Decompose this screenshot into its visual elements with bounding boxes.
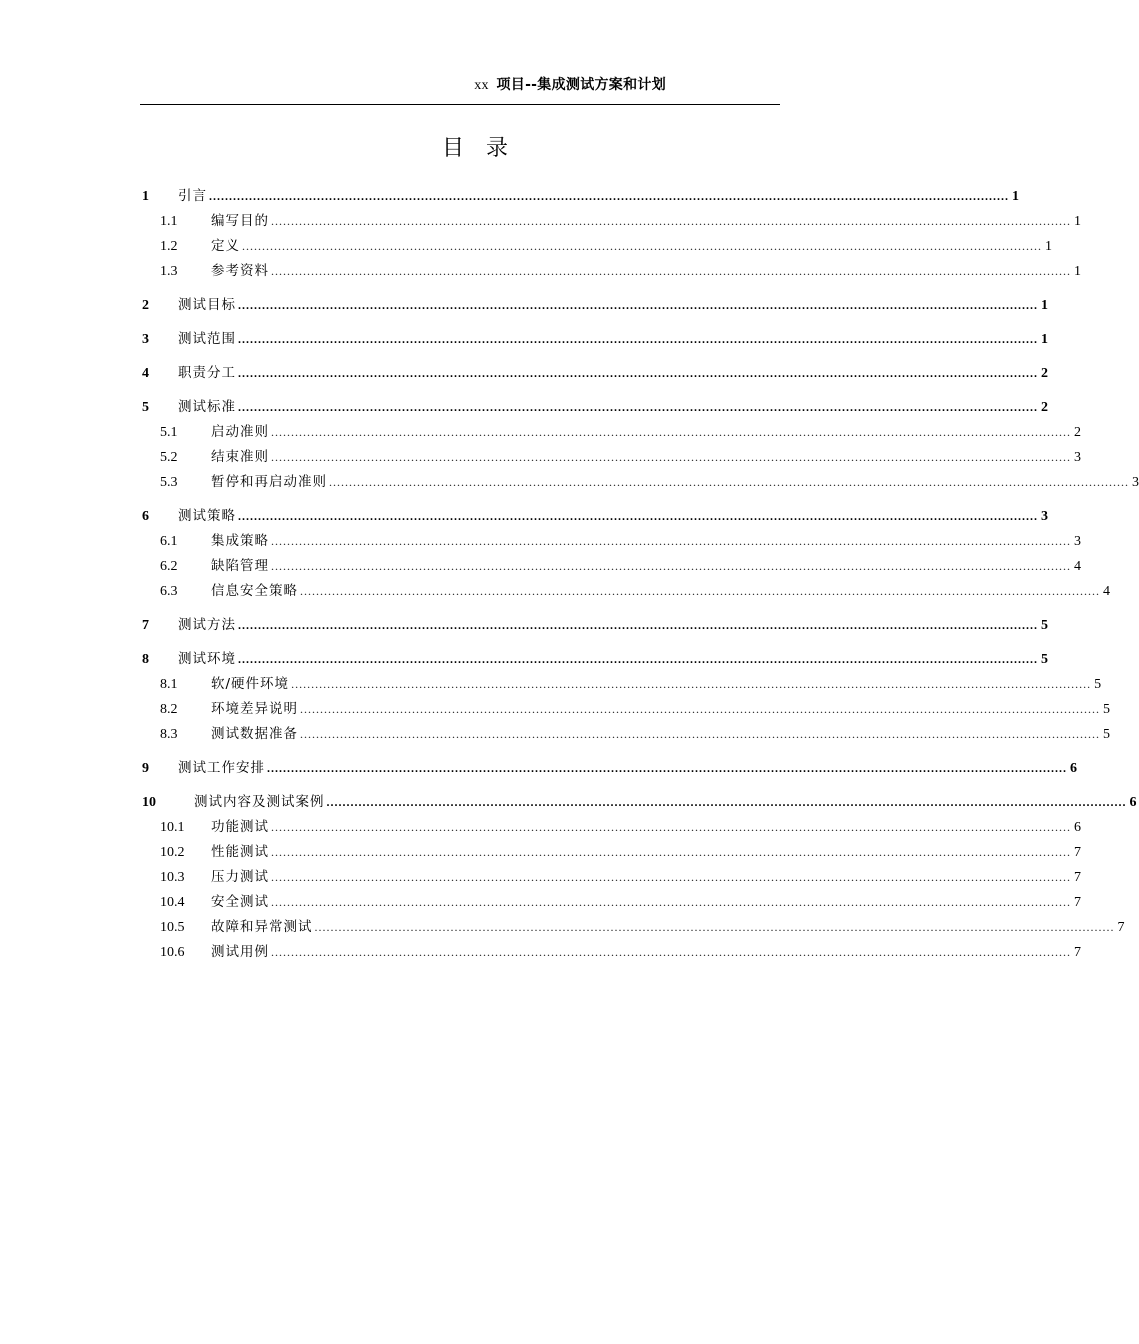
toc-entry-title: 测试范围 <box>178 331 236 347</box>
toc-entry-title: 信息安全策略 <box>211 583 298 599</box>
toc-entry-page: 5 <box>1094 677 1102 692</box>
toc-leader-dots: ........................................................................................................................................................................................................ <box>300 702 1100 716</box>
toc-entry-number: 1 <box>142 189 149 204</box>
toc-entry-section[interactable] <box>142 579 1110 604</box>
toc-entry-section[interactable] <box>142 234 1052 259</box>
toc-entry-title: 故障和异常测试 <box>211 919 313 935</box>
toc-entry-number: 7 <box>142 618 149 633</box>
toc-entry-number: 5 <box>142 400 149 415</box>
toc-leader-dots: ........................................................................................................................................................................................................ <box>271 214 1071 228</box>
toc-entry-page: 4 <box>1103 584 1110 599</box>
toc-entry-title: 测试目标 <box>178 297 236 313</box>
toc-entry-section[interactable] <box>142 865 1081 890</box>
toc-entry-number: 10.3 <box>160 870 185 885</box>
toc-entry-page: 4 <box>1074 559 1081 574</box>
toc-entry-section[interactable] <box>142 672 1102 697</box>
toc-entry-section[interactable] <box>142 940 1081 965</box>
toc-entry-page: 1 <box>1074 264 1081 279</box>
toc-entry-page: 5 <box>1103 702 1110 717</box>
toc-entry-title: 测试数据准备 <box>211 726 298 742</box>
toc-entry-title: 结束准则 <box>211 449 269 465</box>
toc-entry-section[interactable] <box>142 445 1081 470</box>
toc-entry-number: 6.3 <box>160 584 178 599</box>
toc-entry-number: 10.1 <box>160 820 185 835</box>
toc-leader-dots: ........................................................................................................................................................................................................ <box>300 584 1100 598</box>
toc-entry-title: 缺陷管理 <box>211 558 269 574</box>
toc-entry-page: 3 <box>1041 509 1048 524</box>
toc-entry-number: 8.2 <box>160 702 178 717</box>
toc-leader-dots: ........................................................................................................................................................................................................ <box>238 400 1038 414</box>
toc-entry-number: 2 <box>142 298 149 313</box>
toc-entry-number: 1.2 <box>160 239 178 254</box>
toc-entry-number: 10.6 <box>160 945 185 960</box>
toc-entry-title: 启动准则 <box>211 424 269 440</box>
toc-entry-section[interactable] <box>142 915 1125 940</box>
toc-leader-dots: ........................................................................................................................................................................................................ <box>271 450 1071 464</box>
toc-entry-title: 集成策略 <box>211 533 269 549</box>
toc-entry-section[interactable] <box>142 815 1081 840</box>
toc-entry-page: 1 <box>1012 189 1019 204</box>
toc-leader-dots: ........................................................................................................................................................................................................ <box>271 559 1071 573</box>
toc-entry-number: 10.5 <box>160 920 185 935</box>
toc-leader-dots: ........................................................................................................................................................................................................ <box>329 475 1129 489</box>
header-rule <box>140 104 780 105</box>
toc-leader-dots: ........................................................................................................................................................................................................ <box>238 332 1038 346</box>
toc-entry-section[interactable] <box>142 259 1081 284</box>
toc-entry-number: 5.1 <box>160 425 178 440</box>
toc-entry-title: 测试标准 <box>178 399 236 415</box>
toc-entry-page: 1 <box>1041 332 1048 347</box>
toc-entry-section[interactable] <box>142 697 1110 722</box>
toc-entry-section[interactable] <box>142 209 1081 234</box>
toc-entry-page: 6 <box>1070 761 1077 776</box>
toc-leader-dots: ........................................................................................................................................................................................................ <box>271 895 1071 909</box>
toc-leader-dots: ........................................................................................................................................................................................................ <box>271 820 1071 834</box>
toc-entry-title: 测试用例 <box>211 944 269 960</box>
toc-entry-page: 6 <box>1074 820 1081 835</box>
header-project-title: 项目--集成测试方案和计划 <box>496 77 666 93</box>
toc-leader-dots: ........................................................................................................................................................................................................ <box>238 509 1038 523</box>
toc-leader-dots: ........................................................................................................................................................................................................ <box>238 366 1038 380</box>
toc-entry-title: 压力测试 <box>211 869 269 885</box>
toc-entry-page: 6 <box>1129 795 1137 810</box>
toc-heading: 目录 <box>441 136 530 161</box>
toc-entry-title: 编写目的 <box>211 213 269 229</box>
toc-leader-dots: ........................................................................................................................................................................................................ <box>271 870 1071 884</box>
toc-entry-title: 测试环境 <box>178 651 236 667</box>
toc-leader-dots: ........................................................................................................................................................................................................ <box>271 534 1071 548</box>
toc-entry-title: 定义 <box>211 238 240 254</box>
toc-entry-title: 性能测试 <box>211 844 269 860</box>
toc-entry-number: 8.1 <box>160 677 178 692</box>
toc-entry-number: 8 <box>142 652 149 667</box>
toc-entry-page: 2 <box>1074 425 1081 440</box>
toc-entry-number: 9 <box>142 761 149 776</box>
toc-leader-dots: ........................................................................................................................................................................................................ <box>326 795 1127 809</box>
toc-entry-chapter[interactable] <box>142 184 1019 209</box>
toc-entry-title: 测试策略 <box>178 508 236 524</box>
toc-entry-page: 7 <box>1117 920 1125 935</box>
toc-entry-page: 7 <box>1074 845 1081 860</box>
toc-entry-number: 10.2 <box>160 845 185 860</box>
toc-leader-dots: ........................................................................................................................................................................................................ <box>271 945 1071 959</box>
toc-entry-title: 引言 <box>178 188 207 204</box>
toc-entry-number: 6.2 <box>160 559 178 574</box>
toc-entry-number: 10 <box>142 795 156 810</box>
toc-entry-section[interactable] <box>142 420 1081 445</box>
toc-entry-page: 5 <box>1041 652 1048 667</box>
toc-leader-dots: ........................................................................................................................................................................................................ <box>238 618 1038 632</box>
toc-leader-dots: ........................................................................................................................................................................................................ <box>300 727 1100 741</box>
toc-entry-page: 5 <box>1041 618 1048 633</box>
toc-leader-dots: ........................................................................................................................................................................................................ <box>267 761 1067 775</box>
toc-entry-number: 1.3 <box>160 264 178 279</box>
toc-leader-dots: ........................................................................................................................................................................................................ <box>314 920 1115 934</box>
toc-entry-chapter[interactable] <box>142 647 1048 672</box>
toc-entry-page: 3 <box>1132 475 1139 490</box>
toc-entry-number: 8.3 <box>160 727 178 742</box>
toc-entry-chapter[interactable] <box>142 361 1048 386</box>
toc-entry-page: 5 <box>1103 727 1110 742</box>
toc-entry-number: 5.3 <box>160 475 178 490</box>
table-of-contents <box>142 184 1139 965</box>
toc-entry-title: 安全测试 <box>211 894 269 910</box>
toc-leader-dots: ........................................................................................................................................................................................................ <box>209 189 1009 203</box>
toc-leader-dots: ........................................................................................................................................................................................................ <box>271 425 1071 439</box>
toc-entry-title: 参考资料 <box>211 263 269 279</box>
toc-entry-page: 7 <box>1074 895 1081 910</box>
header-prefix: xx <box>474 78 489 93</box>
toc-entry-chapter[interactable] <box>142 613 1048 638</box>
toc-entry-title: 测试内容及测试案例 <box>194 794 325 810</box>
toc-entry-number: 5.2 <box>160 450 178 465</box>
toc-entry-number: 1.1 <box>160 214 178 229</box>
toc-entry-section[interactable] <box>142 890 1081 915</box>
toc-entry-page: 7 <box>1074 870 1081 885</box>
toc-entry-title: 功能测试 <box>211 819 269 835</box>
running-header <box>140 74 780 94</box>
toc-entry-page: 7 <box>1074 945 1081 960</box>
toc-entry-section[interactable] <box>142 722 1110 747</box>
toc-leader-dots: ........................................................................................................................................................................................................ <box>291 677 1092 691</box>
toc-entry-page: 3 <box>1074 534 1081 549</box>
toc-entry-title: 职责分工 <box>178 365 236 381</box>
toc-entry-section[interactable] <box>142 529 1081 554</box>
toc-entry-number: 3 <box>142 332 149 347</box>
toc-entry-number: 6 <box>142 509 149 524</box>
toc-entry-page: 3 <box>1074 450 1081 465</box>
toc-entry-section[interactable] <box>142 470 1139 495</box>
toc-entry-chapter[interactable] <box>142 790 1137 815</box>
toc-entry-title: 测试工作安排 <box>178 760 265 776</box>
toc-entry-page: 2 <box>1041 366 1048 381</box>
toc-entry-title: 环境差异说明 <box>211 701 298 717</box>
toc-entry-title: 暂停和再启动准则 <box>211 474 327 490</box>
toc-entry-page: 1 <box>1045 239 1052 254</box>
toc-entry-page: 1 <box>1074 214 1081 229</box>
toc-entry-page: 2 <box>1041 400 1048 415</box>
toc-entry-chapter[interactable] <box>142 756 1077 781</box>
toc-entry-title: 测试方法 <box>178 617 236 633</box>
toc-entry-number: 4 <box>142 366 149 381</box>
toc-entry-number: 6.1 <box>160 534 178 549</box>
toc-leader-dots: ........................................................................................................................................................................................................ <box>238 298 1038 312</box>
toc-entry-number: 10.4 <box>160 895 185 910</box>
toc-entry-chapter[interactable] <box>142 504 1048 529</box>
toc-entry-chapter[interactable] <box>142 293 1048 318</box>
toc-entry-section[interactable] <box>142 840 1081 865</box>
toc-entry-chapter[interactable] <box>142 327 1048 352</box>
toc-leader-dots: ........................................................................................................................................................................................................ <box>238 652 1038 666</box>
toc-entry-title: 软/硬件环境 <box>211 676 290 692</box>
toc-entry-page: 1 <box>1041 298 1048 313</box>
toc-entry-chapter[interactable] <box>142 395 1048 420</box>
toc-leader-dots: ........................................................................................................................................................................................................ <box>271 264 1071 278</box>
toc-leader-dots: ........................................................................................................................................................................................................ <box>242 239 1042 253</box>
toc-leader-dots: ........................................................................................................................................................................................................ <box>271 845 1071 859</box>
toc-entry-section[interactable] <box>142 554 1081 579</box>
